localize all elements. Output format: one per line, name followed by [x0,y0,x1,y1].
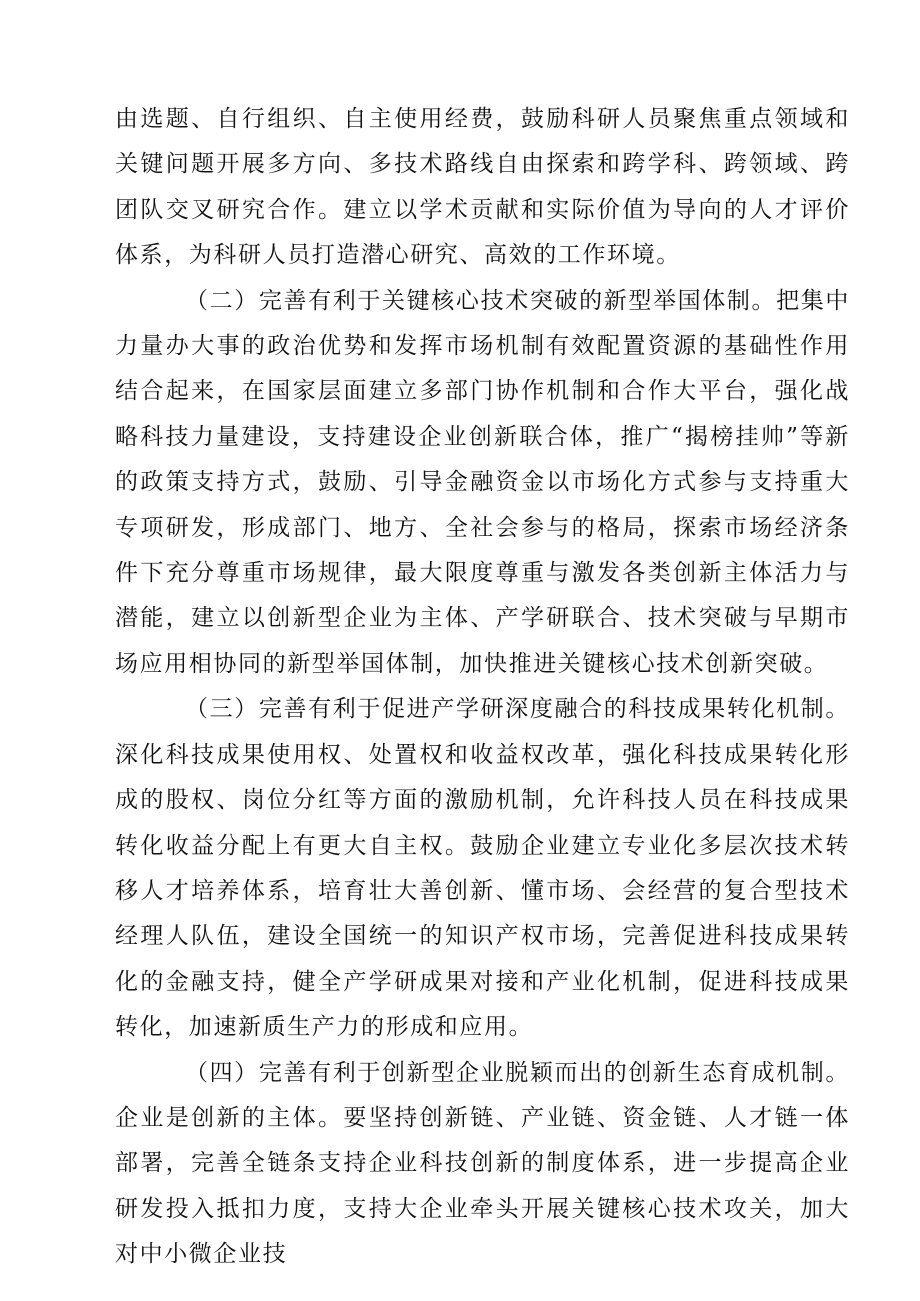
paragraph-continuation: 由选题、自行组织、自主使用经费，鼓励科研人员聚焦重点领域和关键问题开展多方向、多技术路线自由探索和跨学科、跨领域、跨团队交叉研究合作。建立以学术贡献和实际价值为导向的人才评价体系，为科研人员打造潜心研究、高效的工作环境。 [115,106,850,269]
paragraph-section-4: （四）完善有利于创新型企业脱颖而出的创新生态育成机制。企业是创新的主体。要坚持创新链、产业链、资金链、人才链一体部署，完善全链条支持企业科技创新的制度体系，进一步提高企业研发投入抵扣力度，支持大企业牵头开展关键核心技术攻关，加大对中小微企业技 [115,1059,850,1268]
paragraph-section-3: （三）完善有利于促进产学研深度融合的科技成果转化机制。深化科技成果使用权、处置权和收益权改革，强化科技成果转化形成的股权、岗位分红等方面的激励机制，允许科技人员在科技成果转化收益分配上有更大自主权。鼓励企业建立专业化多层次技术转移人才培养体系，培育壮大善创新、懂市场、会经营的复合型技术经理人队伍，建设全国统一的知识产权市场，完善促进科技成果转化的金融支持，健全产学研成果对接和产业化机制，促进科技成果转化，加速新质生产力的形成和应用。 [115,696,850,1041]
document-body [115,97,850,1278]
paragraph-section-2: （二）完善有利于关键核心技术突破的新型举国体制。把集中力量办大事的政治优势和发挥市场机制有效配置资源的基础性作用结合起来，在国家层面建立多部门协作机制和合作大平台，强化战略科技力量建设，支持建设企业创新联合体，推广“揭榜挂帅”等新的政策支持方式，鼓励、引导金融资金以市场化方式参与支持重大专项研发，形成部门、地方、全社会参与的格局，探索市场经济条件下充分尊重市场规律，最大限度尊重与激发各类创新主体活力与潜能，建立以创新型企业为主体、产学研联合、技术突破与早期市场应用相协同的新型举国体制，加快推进关键核心技术创新突破。 [115,287,850,677]
